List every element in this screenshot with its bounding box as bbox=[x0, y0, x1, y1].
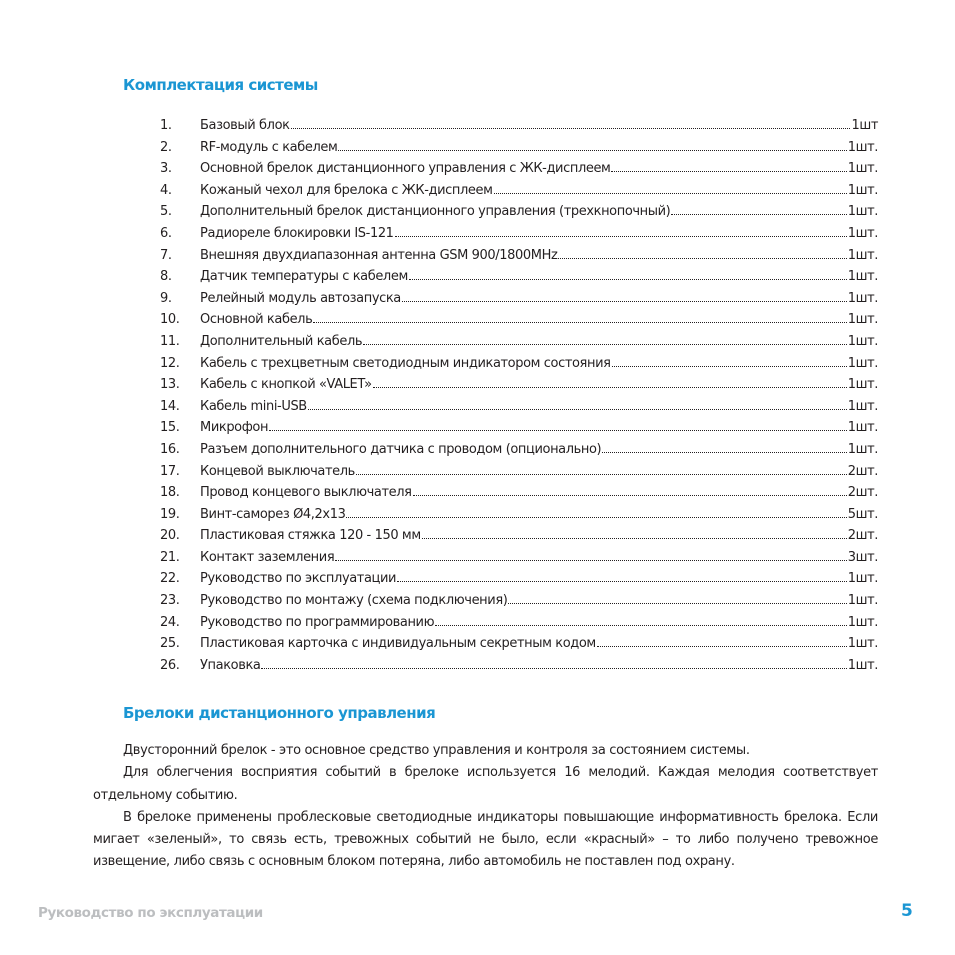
remotes-section-heading: Брелоки дистанционного управления bbox=[123, 704, 436, 722]
item-name: Руководство по программированию bbox=[200, 614, 435, 630]
dot-leader bbox=[435, 616, 847, 626]
item-quantity: 2шт. bbox=[847, 463, 878, 479]
item-quantity: 1шт. bbox=[847, 571, 878, 587]
item-name: Радиореле блокировки IS-121 bbox=[200, 225, 394, 241]
item-quantity: 1шт. bbox=[847, 225, 878, 241]
dot-leader bbox=[402, 292, 847, 302]
item-number: 10. bbox=[160, 312, 180, 328]
item-name: Дополнительный кабель bbox=[200, 333, 363, 349]
item-number: 9. bbox=[160, 290, 172, 306]
item-name: Основной кабель bbox=[200, 312, 313, 328]
kit-list-item bbox=[160, 334, 878, 356]
item-name: Базовый блок bbox=[200, 118, 290, 133]
item-number: 22. bbox=[160, 571, 180, 587]
item-number: 3. bbox=[160, 161, 172, 177]
kit-list-item bbox=[160, 550, 878, 572]
dot-leader bbox=[409, 270, 847, 280]
item-name: Дополнительный брелок дистанционного управления (трехкнопочный) bbox=[200, 204, 671, 220]
item-quantity: 1шт. bbox=[847, 398, 878, 414]
kit-list-item bbox=[160, 464, 878, 486]
kit-list-item bbox=[160, 507, 878, 529]
item-number: 1. bbox=[160, 118, 172, 133]
item-name: Пластиковая карточка с индивидуальным секретным кодом bbox=[200, 636, 596, 652]
item-quantity: 1шт. bbox=[847, 355, 878, 371]
item-name: Руководство по монтажу (схема подключения) bbox=[200, 593, 508, 609]
item-quantity: 2шт. bbox=[847, 528, 878, 544]
kit-list-item bbox=[160, 658, 878, 680]
dot-leader bbox=[261, 659, 846, 669]
item-number: 17. bbox=[160, 463, 180, 479]
paragraph: Двусторонний брелок - это основное средство управления и контроля за состоянием системы. bbox=[123, 743, 750, 758]
item-number: 12. bbox=[160, 355, 180, 371]
item-name: Основной брелок дистанционного управления с ЖК-дисплеем bbox=[200, 161, 611, 177]
item-number: 2. bbox=[160, 139, 172, 155]
item-number: 8. bbox=[160, 269, 172, 285]
item-name: Кожаный чехол для брелока с ЖК-дисплеем bbox=[200, 182, 493, 198]
dot-leader bbox=[602, 443, 846, 453]
kit-list-item bbox=[160, 140, 878, 162]
kit-list-item bbox=[160, 528, 878, 550]
page-number: 5 bbox=[901, 901, 913, 921]
item-name: Датчик температуры с кабелем bbox=[200, 269, 408, 285]
dot-leader bbox=[397, 572, 847, 582]
item-number: 16. bbox=[160, 441, 180, 457]
kit-list-item bbox=[160, 312, 878, 334]
item-number: 5. bbox=[160, 204, 172, 220]
item-name: Микрофон bbox=[200, 420, 269, 436]
item-number: 18. bbox=[160, 485, 180, 501]
item-number: 11. bbox=[160, 333, 180, 349]
kit-list-item bbox=[160, 420, 878, 442]
kit-list-item bbox=[160, 485, 878, 507]
dot-leader bbox=[313, 313, 846, 323]
paragraph: В брелоке применены проблесковые светодиодные индикаторы повышающие информативность брелока. Если мигает «зеленый», то связь есть, тревожных событий не было, если «красный» – то либо получено тревожное извещение, либо связь с основным блоком потеряна, либо автомобиль не поставлен под охрану. bbox=[93, 809, 878, 870]
item-name: Кабель mini-USB bbox=[200, 398, 307, 414]
kit-list-item bbox=[160, 183, 878, 205]
item-name: Провод концевого выключателя bbox=[200, 485, 412, 501]
item-number: 19. bbox=[160, 506, 180, 522]
dot-leader bbox=[335, 551, 846, 561]
dot-leader bbox=[269, 421, 847, 431]
item-quantity: 1шт. bbox=[847, 161, 878, 177]
dot-leader bbox=[373, 378, 847, 388]
item-quantity: 1шт. bbox=[847, 204, 878, 220]
dot-leader bbox=[597, 637, 847, 647]
kit-list-item bbox=[160, 118, 878, 140]
item-quantity: 1шт. bbox=[847, 614, 878, 630]
item-quantity: 1шт. bbox=[847, 593, 878, 609]
item-number: 24. bbox=[160, 614, 180, 630]
item-quantity: 5шт. bbox=[847, 506, 878, 522]
kit-list-item bbox=[160, 615, 878, 637]
item-name: Винт-саморез Ø4,2x13 bbox=[200, 506, 346, 522]
item-number: 15. bbox=[160, 420, 180, 436]
kit-list-item bbox=[160, 636, 878, 658]
item-number: 20. bbox=[160, 528, 180, 544]
dot-leader bbox=[338, 141, 846, 151]
item-quantity: 1шт. bbox=[847, 636, 878, 652]
item-number: 23. bbox=[160, 593, 180, 609]
item-name: Упаковка bbox=[200, 657, 261, 673]
item-number: 4. bbox=[160, 182, 172, 198]
item-number: 21. bbox=[160, 549, 180, 565]
kit-list-item bbox=[160, 399, 878, 421]
item-name: Пластиковая стяжка 120 - 150 мм bbox=[200, 528, 421, 544]
kit-list-item bbox=[160, 356, 878, 378]
item-quantity: 1шт. bbox=[847, 441, 878, 457]
kit-list-item bbox=[160, 248, 878, 270]
item-number: 6. bbox=[160, 225, 172, 241]
dot-leader bbox=[508, 594, 846, 604]
item-name: Контакт заземления bbox=[200, 549, 335, 565]
item-name: RF-модуль с кабелем bbox=[200, 139, 338, 155]
dot-leader bbox=[363, 335, 847, 345]
paragraph: Для облегчения восприятия событий в брелоке используется 16 мелодий. Каждая мелодия соответствует отдельному событию. bbox=[93, 765, 878, 803]
kit-section-heading: Комплектация системы bbox=[123, 76, 318, 94]
dot-leader bbox=[494, 184, 847, 194]
item-quantity: 1шт. bbox=[847, 377, 878, 393]
kit-list-item bbox=[160, 161, 878, 183]
item-number: 25. bbox=[160, 636, 180, 652]
item-quantity: 1шт bbox=[851, 118, 878, 133]
dot-leader bbox=[356, 465, 847, 475]
item-quantity: 1шт. bbox=[847, 139, 878, 155]
item-number: 26. bbox=[160, 657, 180, 673]
item-quantity: 3шт. bbox=[847, 549, 878, 565]
item-quantity: 1шт. bbox=[847, 420, 878, 436]
item-name: Концевой выключатель bbox=[200, 463, 355, 479]
item-name: Руководство по эксплуатации bbox=[200, 571, 397, 587]
item-name: Кабель с трехцветным светодиодным индикатором состояния bbox=[200, 355, 611, 371]
kit-list-item bbox=[160, 291, 878, 313]
kit-list-item bbox=[160, 269, 878, 291]
item-quantity: 1шт. bbox=[847, 333, 878, 349]
kit-list-item bbox=[160, 377, 878, 399]
item-name: Разъем дополнительного датчика с проводом (опционально) bbox=[200, 441, 602, 457]
item-number: 14. bbox=[160, 398, 180, 414]
dot-leader bbox=[611, 162, 846, 172]
dot-leader bbox=[422, 529, 847, 539]
item-quantity: 1шт. bbox=[847, 290, 878, 306]
kit-list-item bbox=[160, 226, 878, 248]
item-number: 13. bbox=[160, 377, 180, 393]
dot-leader bbox=[612, 357, 847, 367]
item-quantity: 1шт. bbox=[847, 269, 878, 285]
kit-list-item bbox=[160, 204, 878, 226]
footer-manual-title: Руководство по эксплуатации bbox=[38, 905, 263, 921]
item-name: Релейный модуль автозапуска bbox=[200, 290, 401, 306]
dot-leader bbox=[291, 119, 851, 129]
dot-leader bbox=[558, 249, 846, 259]
remotes-description bbox=[93, 740, 878, 874]
dot-leader bbox=[395, 227, 847, 237]
kit-list-item bbox=[160, 571, 878, 593]
item-quantity: 1шт. bbox=[847, 657, 878, 673]
item-quantity: 2шт. bbox=[847, 485, 878, 501]
kit-list-item bbox=[160, 442, 878, 464]
item-quantity: 1шт. bbox=[847, 247, 878, 263]
kit-list-item bbox=[160, 593, 878, 615]
dot-leader bbox=[413, 486, 847, 496]
item-name: Внешняя двухдиапазонная антенна GSM 900/1800MHz bbox=[200, 247, 558, 263]
dot-leader bbox=[346, 508, 846, 518]
item-quantity: 1шт. bbox=[847, 182, 878, 198]
dot-leader bbox=[671, 205, 846, 215]
kit-list bbox=[160, 118, 878, 679]
dot-leader bbox=[308, 400, 847, 410]
item-name: Кабель с кнопкой «VALET» bbox=[200, 377, 372, 393]
item-quantity: 1шт. bbox=[847, 312, 878, 328]
item-number: 7. bbox=[160, 247, 172, 263]
